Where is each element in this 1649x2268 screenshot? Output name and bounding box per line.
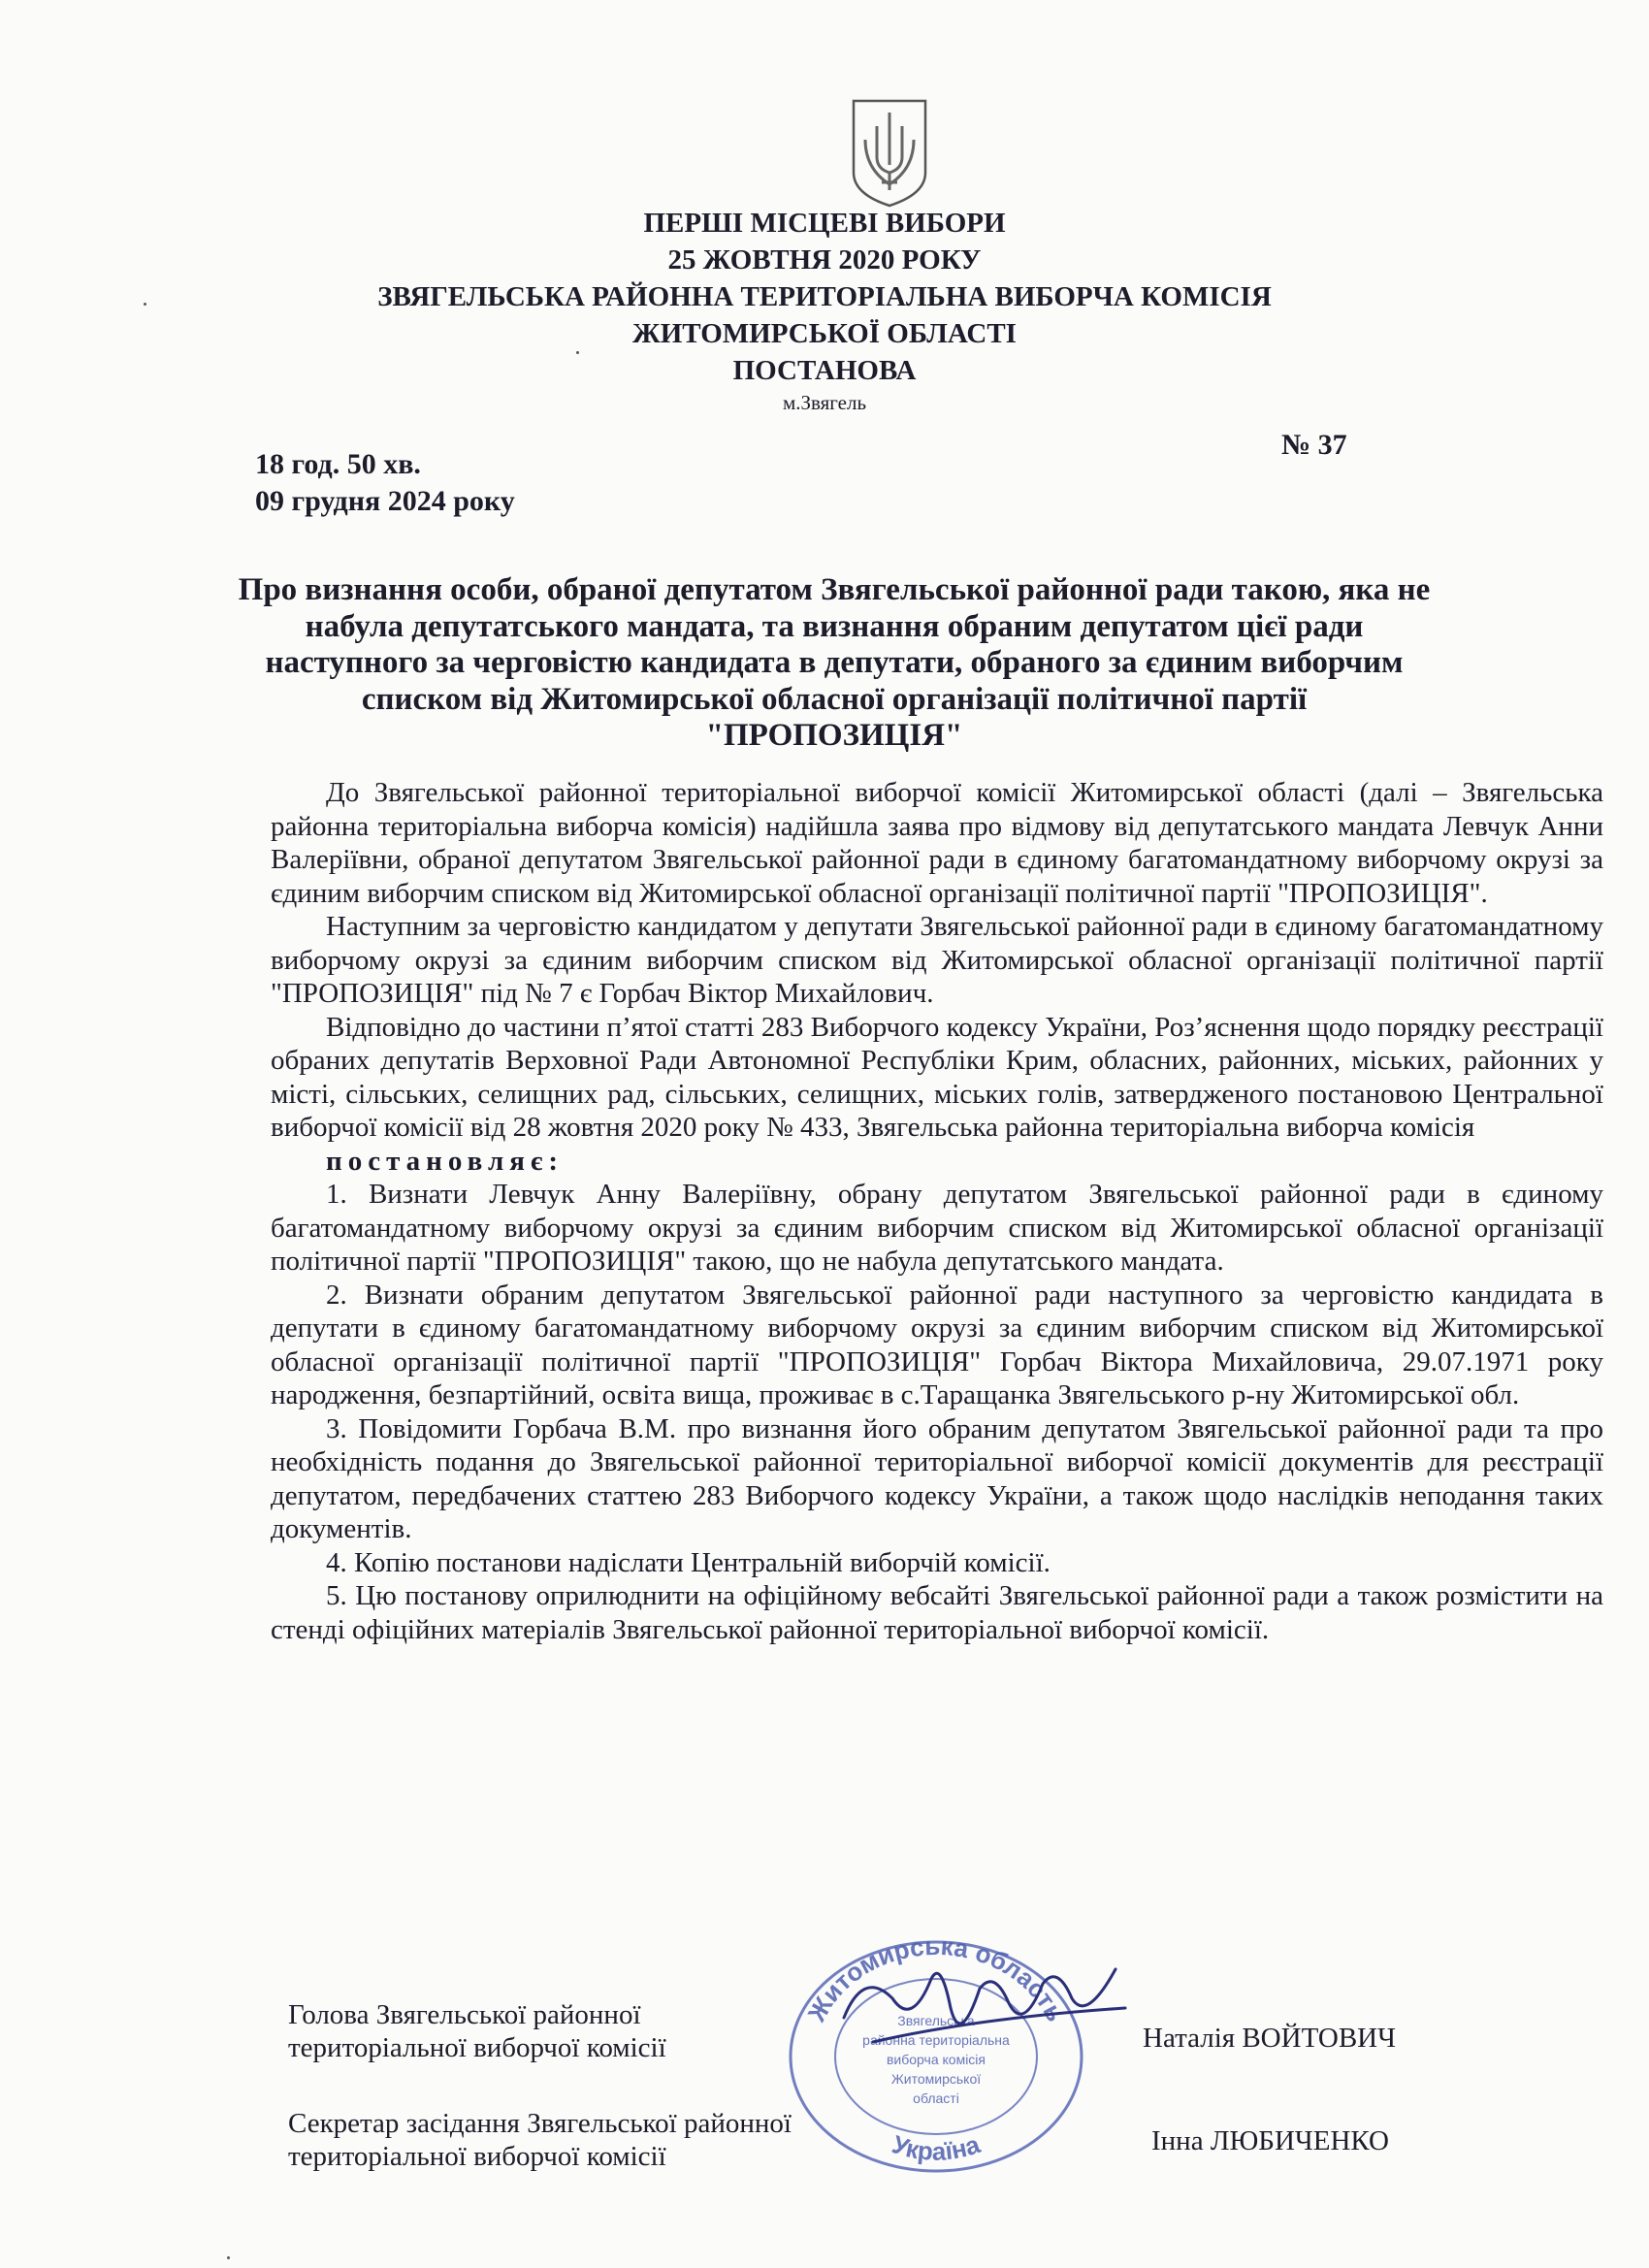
document-type: ПОСТАНОВА (732, 355, 917, 386)
document-date: 09 грудня 2024 року (255, 485, 515, 517)
stamp-top-text: Житомирська область (801, 1930, 1071, 2026)
resolution-item-1: 1. Визнати Левчук Анну Валеріївну, обрану депутатом Звягельської районної ради в єдиному багатомандатному виборчому окрузі за єдиним виборчим списком від Житомирської обласної організації політичної партії "ПРОПОЗИЦІЯ" такою, що не набула депутатського мандата. (271, 1179, 1603, 1277)
scan-speck (144, 303, 146, 306)
paragraph-legal-basis: Відповідно до частини п’ятої статті 283 Виборчого кодексу України, Роз’яснення щодо порядку реєстрації обраних депутатів Верховної Ради Автономної Республіки Крим, обласних, районних, міських, районних у місті, сільських, селищних рад, сільських, селищних, міських голів, затвердженого постановою Центральної виборчої комісії від 28 жовтня 2020 року № 433, Звягельська районна територіальна виборча комісія (271, 1011, 1603, 1143)
chair-name: Наталія ВОЙТОВИЧ (1143, 2023, 1396, 2054)
header-election-date: 25 ЖОВТНЯ 2020 РОКУ (667, 244, 982, 275)
resolution-item-2: 2. Визнати обраним депутатом Звягельської районної ради наступного за черговістю кандидата в депутати в єдиному багатомандатному виборчому окрузі за єдиним виборчим списком від Житомирської обласної організації політичної партії "ПРОПОЗИЦІЯ" Горбач Віктора Михайловича, 29.07.1971 року народження, безпартійний, освіта вища, проживає в с.Таращанка Звягельського р-ну Житомирської обл. (271, 1279, 1603, 1410)
body-text (271, 776, 1603, 1646)
stamp-bottom-text: Україна (889, 2129, 984, 2166)
coat-of-arms-icon (848, 97, 931, 210)
chair-title-line-1: Голова Звягельської районної (288, 1999, 641, 2030)
document-time: 18 год. 50 хв. (255, 448, 421, 480)
scan-speck (576, 351, 579, 354)
header-region: ЖИТОМИРСЬКОЇ ОБЛАСТІ (632, 318, 1017, 349)
stamp-center-1: Звягельська (897, 2013, 975, 2028)
handwritten-signature (834, 1950, 1145, 2066)
header-elections: ПЕРШІ МІСЦЕВІ ВИБОРИ (643, 208, 1006, 239)
secretary-name: Інна ЛЮБИЧЕНКО (1151, 2125, 1389, 2156)
document-title: Про визнання особи, обраної депутатом Звягельської районної ради такою, яка не набула депутатського мандата, та визнання обраним депутатом цієї ради наступного за черговістю кандидата в депутати, обраного за єдиним виборчим списком від Житомирської обласної організації політичної партії "ПРОПОЗИЦІЯ" (238, 572, 1431, 753)
stamp-center-3: виборча комісія (886, 2052, 986, 2067)
paragraph-application: До Звягельської районної територіальної виборчої комісії Житомирської області (далі – Звягельська районна територіальна виборча комісія) надійшла заява про відмову від депутатського мандата Левчук Анни Валеріївни, обраної депутатом Звягельської районної ради в єдиному багатомандатному виборчому окрузі за єдиним виборчим списком від Житомирської обласної організації політичної партії "ПРОПОЗИЦІЯ". (271, 777, 1603, 909)
chair-title-line-2: територіальної виборчої комісії (288, 2032, 666, 2063)
secretary-title-line-2: територіальної виборчої комісії (288, 2141, 666, 2172)
scan-speck (227, 2256, 230, 2259)
resolves-heading: постановляє: (326, 1145, 565, 1177)
resolution-item-4: 4. Копію постанови надіслати Центральній виборчій комісії. (326, 1546, 1051, 1578)
resolution-item-3: 3. Повідомити Горбача В.М. про визнання його обраним депутатом Звягельської районної ради та про необхідність подання до Звягельської районної територіальної виборчої комісії документів для реєстрації депутатом, передбачених статтею 283 Виборчого кодексу України, а також щодо наслідків неподання таких документів. (271, 1412, 1603, 1544)
paragraph-next-candidate: Наступним за черговістю кандидатом у депутати Звягельської районної ради в єдиному багатомандатному виборчому окрузі за єдиним виборчим списком від Житомирської обласної організації політичної партії "ПРОПОЗИЦІЯ" під № 7 є Горбач Віктор Михайлович. (271, 911, 1603, 1009)
document-number: № 37 (1281, 429, 1347, 461)
stamp-center-2: районна територіальна (862, 2032, 1010, 2048)
resolution-item-5: 5. Цю постанову оприлюднити на офіційному вебсайті Звягельської районної ради а також розмістити на стенді офіційних матеріалів Звягельської районної територіальної виборчої комісії. (271, 1580, 1603, 1645)
stamp-center-4: Житомирської (890, 2071, 982, 2087)
secretary-title-line-1: Секретар засідання Звягельської районної (288, 2108, 792, 2139)
stamp-center-5: області (913, 2090, 959, 2106)
city: м.Звягель (782, 391, 867, 414)
header-commission: ЗВЯГЕЛЬСЬКА РАЙОННА ТЕРИТОРІАЛЬНА ВИБОРЧА КОМІСІЯ (377, 281, 1272, 312)
